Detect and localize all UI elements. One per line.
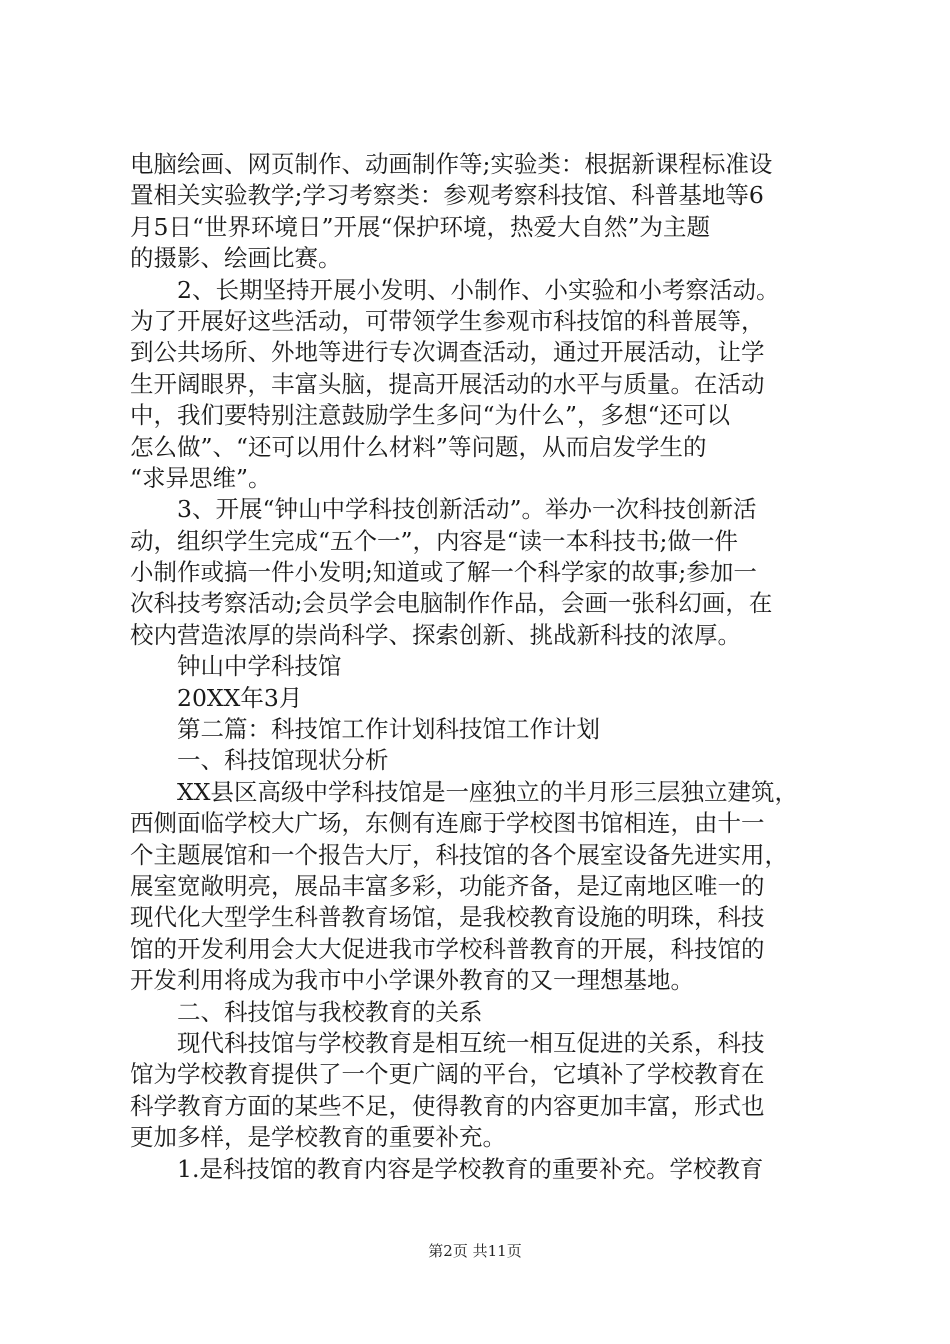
text-line: 二、科技馆与我校教育的关系 <box>177 997 483 1026</box>
text-line: 小制作或搞一件小发明;知道或了解一个科学家的故事;参加一 <box>130 558 757 587</box>
text-line: 科学教育方面的某些不足，使得教育的内容更加丰富，形式也 <box>130 1091 765 1120</box>
text-line: 20XX年3月 <box>177 683 303 712</box>
text-line: 为了开展好这些活动，可带领学生参观市科技馆的科普展等， <box>130 306 765 335</box>
text-line: 馆为学校教育提供了一个更广阔的平台，它填补了学校教育在 <box>130 1060 765 1089</box>
text-line: 1.是科技馆的教育内容是学校教育的重要补充。学校教育 <box>177 1154 764 1183</box>
text-line: XX县区高级中学科技馆是一座独立的半月形三层独立建筑， <box>177 777 798 806</box>
page-footer: 第2页 共11页 <box>428 1242 522 1260</box>
text-line: 置相关实验教学;学习考察类：参观考察科技馆、科普基地等6 <box>130 181 764 210</box>
text-line: 现代化大型学生科普教育场馆，是我校教育设施的明珠，科技 <box>130 903 765 932</box>
text-line: 校内营造浓厚的崇尚科学、探索创新、挑战新科技的浓厚。 <box>130 620 741 649</box>
text-line: 现代科技馆与学校教育是相互统一相互促进的关系，科技 <box>177 1028 765 1057</box>
text-line: 中，我们要特别注意鼓励学生多问“为什么”，多想“还可以 <box>130 401 731 430</box>
text-line: 第二篇：科技馆工作计划科技馆工作计划 <box>177 715 600 744</box>
text-line: 月5日“世界环境日”开展“保护环境，热爱大自然”为主题 <box>130 212 711 241</box>
text-line: 开发利用将成为我市中小学课外教育的又一理想基地。 <box>130 966 694 995</box>
text-line: 怎么做”、“还可以用什么材料”等问题，从而启发学生的 <box>130 432 707 461</box>
text-line: 3、开展“钟山中学科技创新活动”。举办一次科技创新活 <box>177 495 757 524</box>
text-line: 动，组织学生完成“五个一”，内容是“读一本科技书;做一件 <box>130 526 738 555</box>
text-line: 一、科技馆现状分析 <box>177 746 389 775</box>
text-line: 展室宽敞明亮，展品丰富多彩，功能齐备，是辽南地区唯一的 <box>130 871 765 900</box>
text-line: 2、长期坚持开展小发明、小制作、小实验和小考察活动。 <box>177 275 780 304</box>
text-line: 电脑绘画、网页制作、动画制作等;实验类：根据新课程标准设 <box>130 150 773 178</box>
text-line: 西侧面临学校大广场，东侧有连廊于学校图书馆相连，由十一 <box>130 809 765 838</box>
text-line: 生开阔眼界，丰富头脑，提高开展活动的水平与质量。在活动 <box>130 369 765 398</box>
text-line: 个主题展馆和一个报告大厅，科技馆的各个展室设备先进实用， <box>130 840 788 869</box>
text-line: 次科技考察活动;会员学会电脑制作作品，会画一张科幻画，在 <box>130 589 773 618</box>
text-line: 的摄影、绘画比赛。 <box>130 244 342 273</box>
text-line: 更加多样，是学校教育的重要补充。 <box>130 1123 506 1152</box>
text-line: “求异思维”。 <box>130 463 272 492</box>
text-line: 馆的开发利用会大大促进我市学校科普教育的开展，科技馆的 <box>130 934 765 963</box>
document-body <box>130 149 830 1185</box>
text-line: 钟山中学科技馆 <box>177 652 342 681</box>
text-line: 到公共场所、外地等进行专次调查活动，通过开展活动，让学 <box>130 338 765 367</box>
